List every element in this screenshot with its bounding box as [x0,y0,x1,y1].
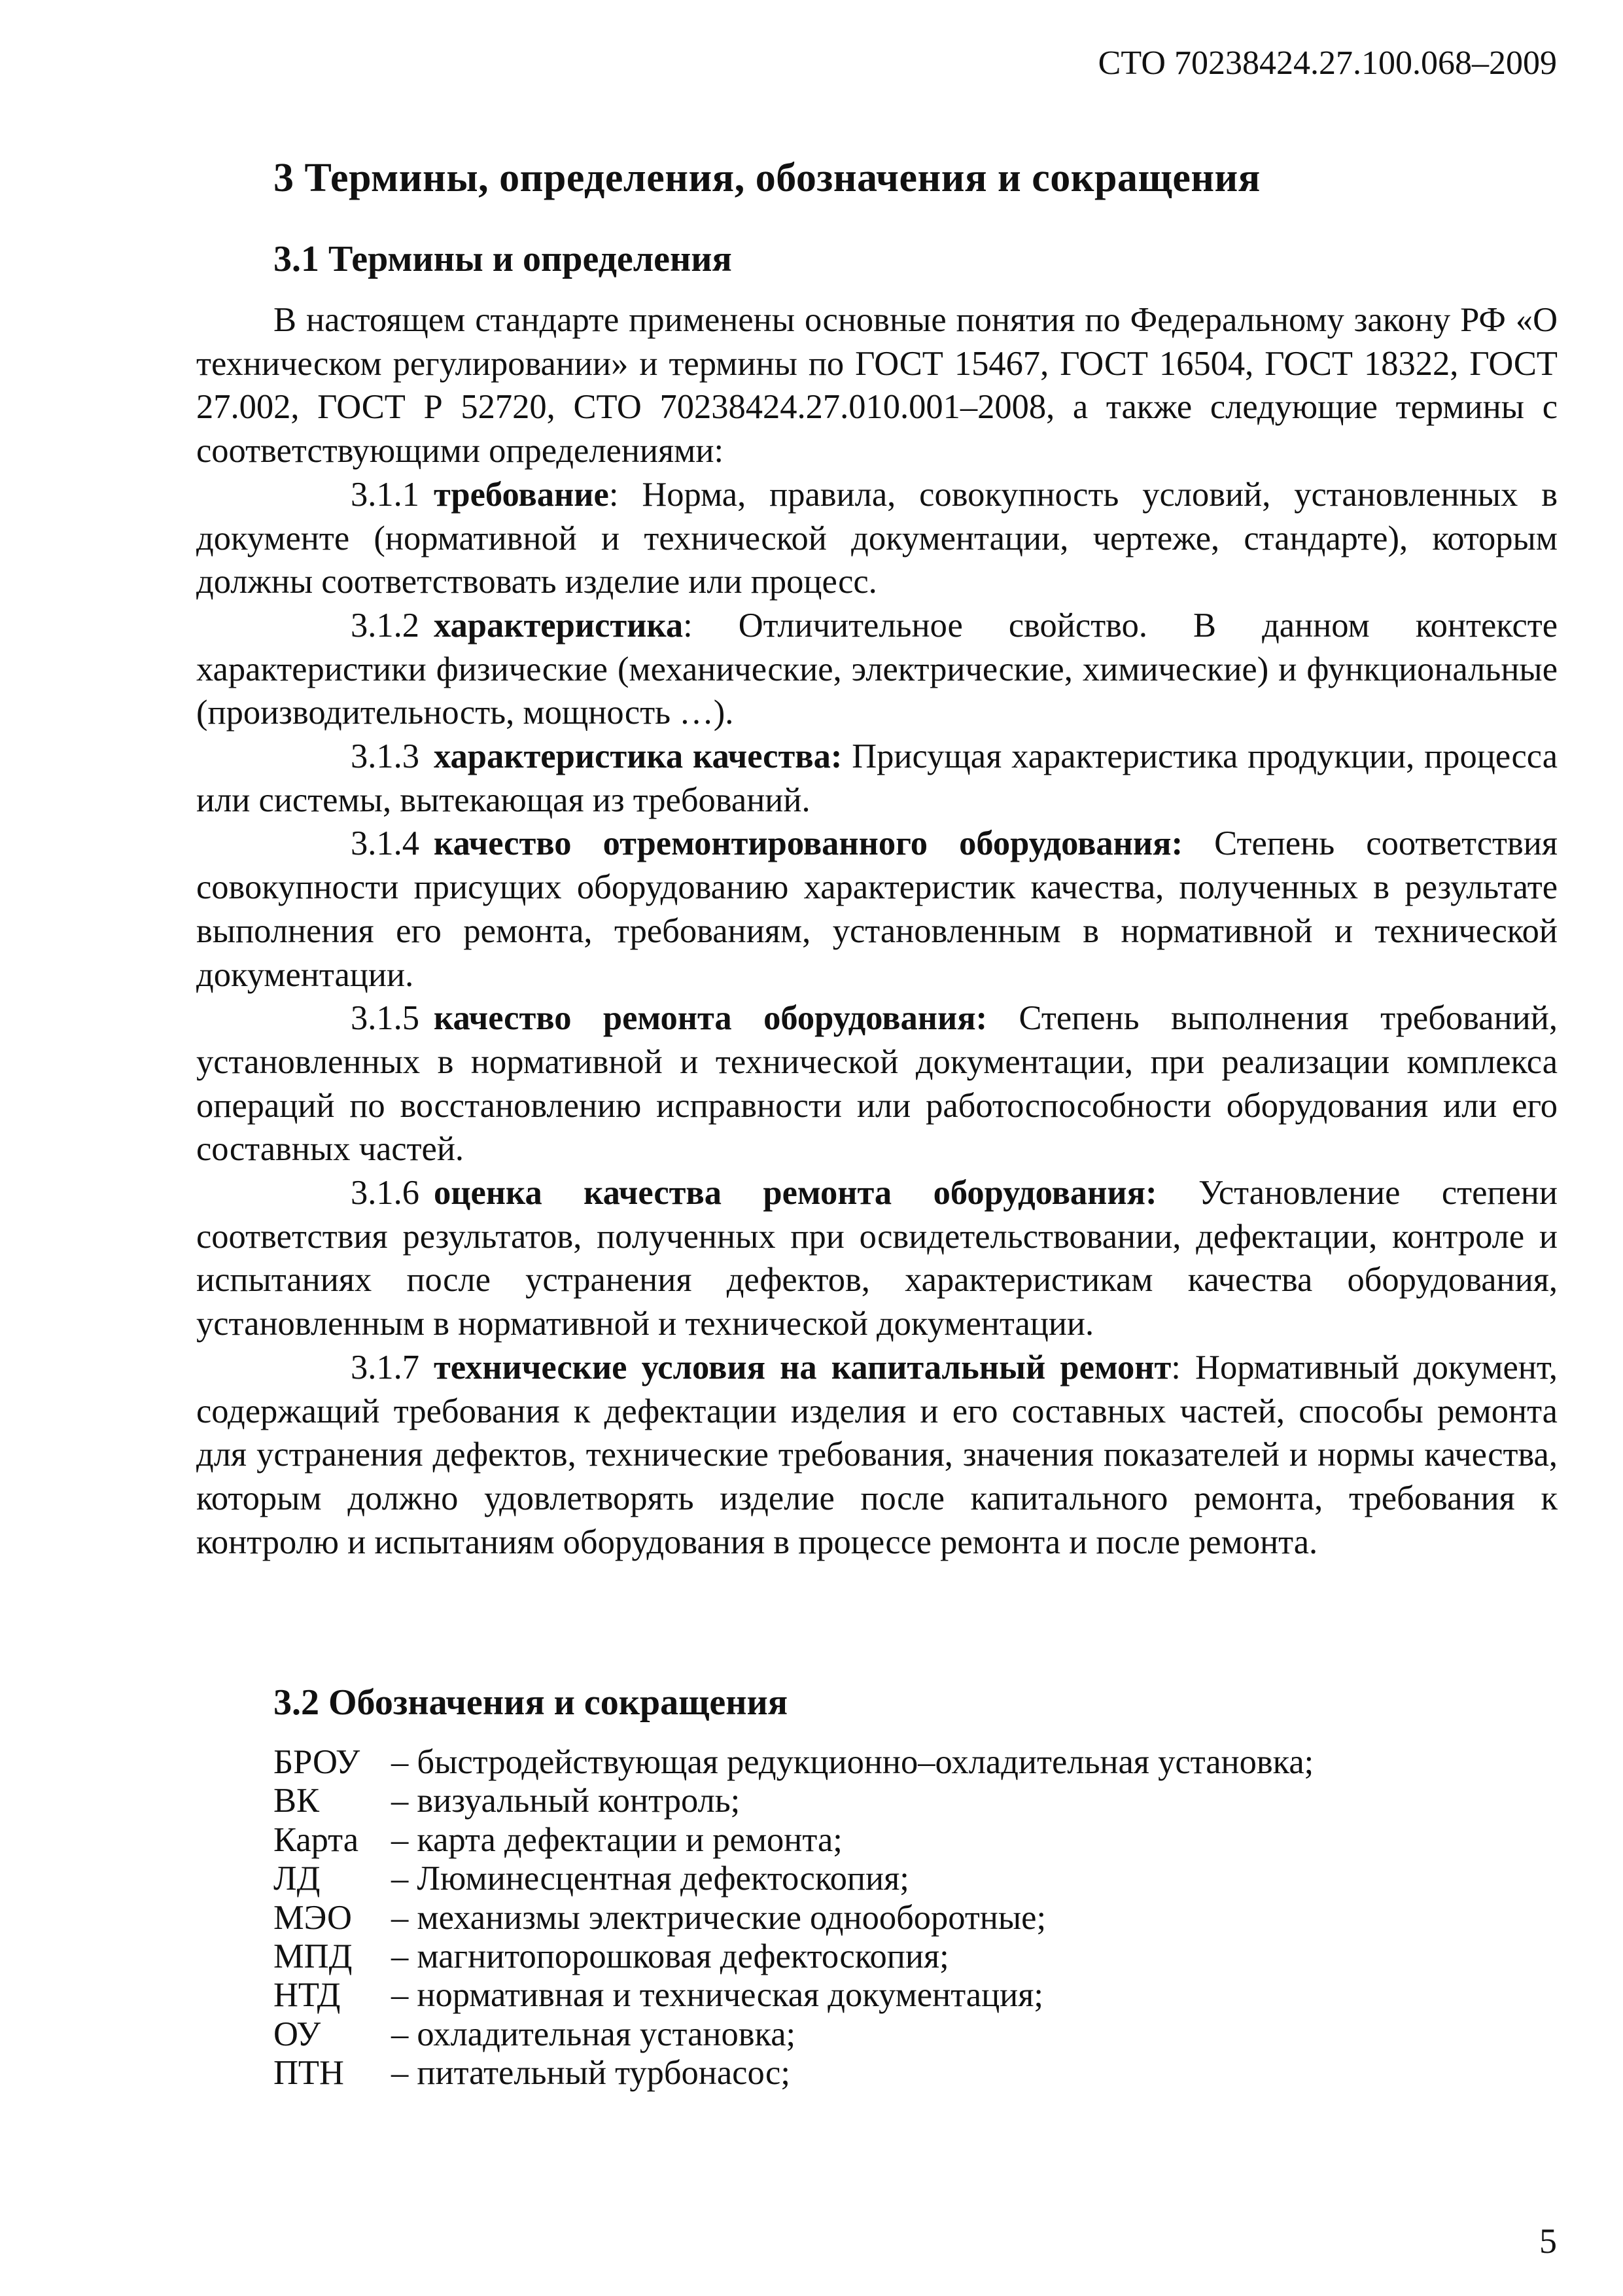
term-definition: Степень выполнения требований, установленных в нормативной и технической документации, при реализации комплекса операций по восстановлению исправности или работоспособности оборудования или его составных частей. [196,999,1558,1169]
abbreviation-definition: – быстродействующая редукционно–охладительная установка; [391,1743,1314,1781]
term-paragraph [196,1346,1558,1564]
term-definition: Степень соответствия совокупности присущих оборудованию характеристик качества, полученных в результате выполнения его ремонта, требованиям, установленным в нормативной и технической документации. [196,824,1558,994]
section-title: 3 Термины, определения, обозначения и сокращения [273,156,1261,200]
abbreviation-definition: – механизмы электрические однооборотные; [391,1898,1047,1937]
abbreviation-row [273,2015,1314,2054]
term-number: 3.1.4 [351,824,419,863]
intro-paragraph: В настоящем стандарте применены основные понятия по Федеральному закону РФ «О техническом регулировании» и термины по ГОСТ 15467, ГОСТ 16504, ГОСТ 18322, ГОСТ 27.002, ГОСТ Р 52720, СТО 70238424.27.010.001–2008, а также следующие термины с соответствующими определениями: [196,301,1558,470]
abbreviation-definition: – охладительная установка; [391,2015,796,2053]
term-definition: Нормативный документ, содержащий требования к дефектации изделия и его составных частей, способы ремонта для устранения дефектов, технические требования, значения показателей и нормы качества, которым должно удовлетворять изделие после капитального ремонта, требования к контролю и испытаниям оборудования в процессе ремонта и после ремонта. [196,1348,1558,1561]
term-separator [1183,824,1214,862]
term-name: характеристика качества: [434,737,843,776]
abbreviation-row [273,1937,1314,1976]
abbreviation-row [273,1860,1314,1898]
abbreviation-definition: – магнитопорошковая дефектоскопия; [391,1937,949,1976]
abbreviation-row [273,1976,1314,2015]
term-name: характеристика [434,606,684,645]
term-paragraph [196,822,1558,997]
term-number: 3.1.3 [351,737,419,776]
term-separator: : [683,606,739,645]
abbreviation-row [273,1743,1314,1782]
term-number: 3.1.5 [351,999,419,1038]
term-name: качество ремонта оборудования: [434,999,988,1038]
term-paragraph [196,1171,1558,1346]
term-number: 3.1.2 [351,606,419,645]
term-definition: Установление степени соответствия результатов, полученных при освидетельствовании, дефектации, контроле и испытаниях после устранения дефектов, характеристикам качества оборудования, установленным в нормативной и технической документации. [196,1174,1558,1343]
abbreviation-definition: – питательный турбонасос; [391,2054,790,2093]
abbreviation-row [273,1899,1314,1937]
abbreviation: НТД [273,1976,341,2015]
term-name: требование [434,475,609,514]
term-definition: Норма, правила, совокупность условий, установленных в документе (нормативной и технической документации, чертеже, стандарте), которым должны соответствовать изделие или процесс. [196,475,1558,601]
abbreviation: Карта [273,1820,359,1859]
term-separator: : [1171,1348,1196,1386]
term-definition: Присущая характеристика продукции, процесса или системы, вытекающая из требований. [196,737,1558,819]
abbreviation: БРОУ [273,1743,360,1781]
abbreviation: ПТН [273,2054,344,2093]
abbreviation-definition: – нормативная и техническая документация; [391,1976,1044,2015]
abbreviation-row [273,1782,1314,1820]
abbreviation: ОУ [273,2015,321,2053]
term-name: технические условия на капитальный ремонт [434,1348,1172,1386]
term-separator [842,737,852,775]
subsection-title-abbreviations: 3.2 Обозначения и сокращения [273,1682,788,1723]
abbreviation: ВК [273,1782,320,1820]
abbreviation: ЛД [273,1860,321,1898]
abbreviation-list [273,1743,1314,2093]
terms-body [196,298,1558,1564]
term-number: 3.1.6 [351,1174,419,1212]
page-number: 5 [1539,2221,1557,2261]
term-paragraph [196,997,1558,1171]
abbreviation: МЭО [273,1898,352,1937]
term-number: 3.1.1 [351,475,419,514]
document-code-header: СТО 70238424.27.100.068–2009 [1098,44,1557,82]
term-definition: Отличительное свойство. В данном контексте характеристики физические (механические, электрические, химические) и функциональные (производительность, мощность …). [196,606,1558,732]
term-name: качество отремонтированного оборудования: [434,824,1183,863]
term-separator: : [608,475,642,514]
term-paragraph [196,473,1558,604]
abbreviation: МПД [273,1937,353,1976]
abbreviation-definition: – визуальный контроль; [391,1782,741,1820]
term-separator [1157,1174,1198,1212]
abbreviation-definition: – Люминесцентная дефектоскопия; [391,1860,909,1898]
term-name: оценка качества ремонта оборудования: [434,1174,1157,1212]
abbreviation-row [273,2054,1314,2093]
abbreviation-definition: – карта дефектации и ремонта; [391,1820,843,1859]
abbreviation-row [273,1821,1314,1860]
term-number: 3.1.7 [351,1348,419,1386]
term-separator [987,999,1019,1037]
subsection-title-terms: 3.1 Термины и определения [273,239,732,279]
term-paragraph [196,735,1558,822]
term-paragraph [196,604,1558,735]
